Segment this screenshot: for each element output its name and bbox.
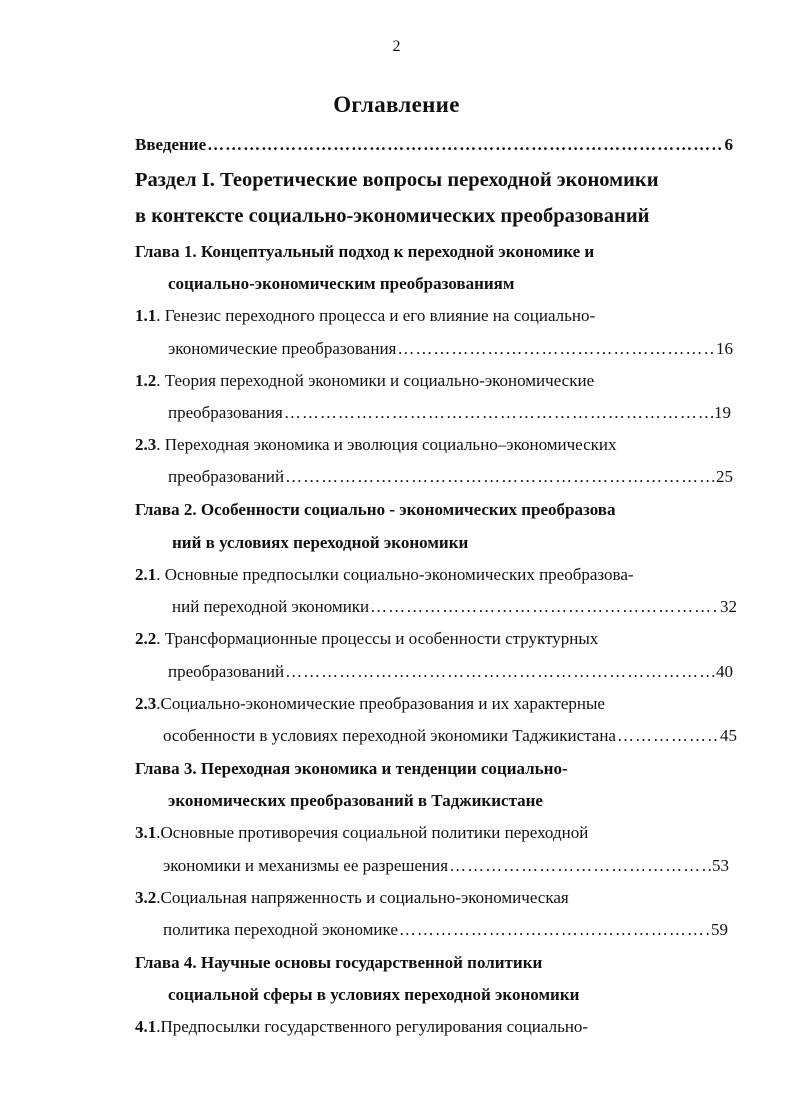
chapter-2-heading-line-2: ний в условиях переходной экономики <box>172 533 469 552</box>
toc-item-2-1-line-1[interactable] <box>135 566 634 583</box>
toc-item-text: преобразований <box>168 467 285 486</box>
toc-item-number: 2.3 <box>135 435 157 454</box>
toc-item-number: 1.2 <box>135 371 157 390</box>
page-number: 2 <box>392 38 401 55</box>
toc-item-text: .Социальная напряженность и социально-экономическая <box>156 888 569 907</box>
toc-item-4-1-line-1[interactable] <box>135 1018 588 1035</box>
toc-item-1-2-line-1[interactable] <box>135 372 594 389</box>
toc-item-text: политика переходной экономике <box>163 920 398 939</box>
page-title: Оглавление <box>333 92 460 117</box>
dot-leader <box>449 857 711 874</box>
dot-leader <box>397 340 715 357</box>
toc-item-number: 3.2 <box>135 888 157 907</box>
dot-leader <box>285 468 715 485</box>
toc-item-number: 2.3 <box>135 694 157 713</box>
toc-page-number: 6 <box>724 135 733 154</box>
toc-item-text: .Предпосылки государственного регулирования социально- <box>156 1017 589 1036</box>
toc-item-text: преобразования <box>168 403 283 422</box>
toc-item-2-1-line-2[interactable] <box>172 598 737 615</box>
dot-leader <box>370 598 719 615</box>
toc-item-text: . Генезис переходного процесса и его влияние на социально- <box>156 306 596 325</box>
toc-page-number: 40 <box>716 662 733 681</box>
toc-item-3-2-line-1[interactable] <box>135 889 569 906</box>
toc-page-number: 59 <box>711 920 728 939</box>
toc-item-3-2-line-2[interactable] <box>163 921 728 938</box>
toc-entry-intro[interactable] <box>135 136 733 153</box>
toc-item-1-1-line-2[interactable] <box>168 340 733 357</box>
toc-item-2-3-second-line-2[interactable] <box>163 727 737 744</box>
section-heading-line-2: в контексте социально-экономических преобразований <box>135 205 650 227</box>
toc-item-text: . Трансформационные процессы и особенности структурных <box>156 629 599 648</box>
chapter-1-heading-line-1: Глава 1. Концептуальный подход к переходной экономике и <box>135 242 595 261</box>
toc-entry-label: Введение <box>135 135 207 154</box>
toc-item-text: преобразований <box>168 662 285 681</box>
toc-item-3-1-line-1[interactable] <box>135 824 588 841</box>
toc-item-number: 2.2 <box>135 629 157 648</box>
toc-page-number: 53 <box>712 856 729 875</box>
chapter-2-heading-line-1: Глава 2. Особенности социально - экономических преобразова <box>135 500 616 519</box>
toc-item-text: . Переходная экономика и эволюция социально–экономических <box>156 435 617 454</box>
toc-item-number: 2.1 <box>135 565 157 584</box>
toc-item-number: 1.1 <box>135 306 157 325</box>
chapter-4-heading-line-1: Глава 4. Научные основы государственной политики <box>135 953 543 972</box>
toc-item-text: экономические преобразования <box>168 339 397 358</box>
chapter-3-heading-line-2: экономических преобразований в Таджикистане <box>168 791 543 810</box>
toc-item-2-2-line-1[interactable] <box>135 630 598 647</box>
toc-item-text: . Основные предпосылки социально-экономических преобразова- <box>156 565 634 584</box>
dot-leader <box>207 136 723 153</box>
toc-item-3-1-line-2[interactable] <box>163 857 729 874</box>
toc-page-number: 25 <box>716 467 733 486</box>
toc-item-number: 3.1 <box>135 823 157 842</box>
toc-item-2-3-first-line-1[interactable] <box>135 436 617 453</box>
chapter-4-heading-line-2: социальной сферы в условиях переходной экономики <box>168 985 580 1004</box>
toc-item-2-2-line-2[interactable] <box>168 663 733 680</box>
dot-leader <box>284 404 713 421</box>
toc-item-number: 4.1 <box>135 1017 157 1036</box>
toc-item-1-2-line-2[interactable] <box>168 404 731 421</box>
toc-item-text: . Теория переходной экономики и социально-экономические <box>156 371 595 390</box>
section-heading-line-1: Раздел I. Теоретические вопросы переходной экономики <box>135 169 659 191</box>
toc-page-number: 45 <box>720 726 737 745</box>
dot-leader <box>617 727 719 744</box>
toc-item-text: особенности в условиях переходной экономики Таджикистана <box>163 726 616 745</box>
toc-item-text: .Основные противоречия социальной политики переходной <box>156 823 589 842</box>
chapter-3-heading-line-1: Глава 3. Переходная экономика и тенденции социально- <box>135 759 568 778</box>
toc-page-number: 32 <box>720 597 737 616</box>
toc-item-text: экономики и механизмы ее разрешения <box>163 856 449 875</box>
toc-page-number: 16 <box>716 339 733 358</box>
toc-item-1-1-line-1[interactable] <box>135 307 595 324</box>
toc-item-text: .Социально-экономические преобразования и их характерные <box>156 694 605 713</box>
toc-page-number: 19 <box>714 403 731 422</box>
toc-item-2-3-second-line-1[interactable] <box>135 695 605 712</box>
chapter-1-heading-line-2: социально-экономическим преобразованиям <box>168 274 515 293</box>
dot-leader <box>285 663 715 680</box>
dot-leader <box>399 921 710 938</box>
toc-item-text: ний переходной экономики <box>172 597 370 616</box>
toc-item-2-3-first-line-2[interactable] <box>168 468 733 485</box>
